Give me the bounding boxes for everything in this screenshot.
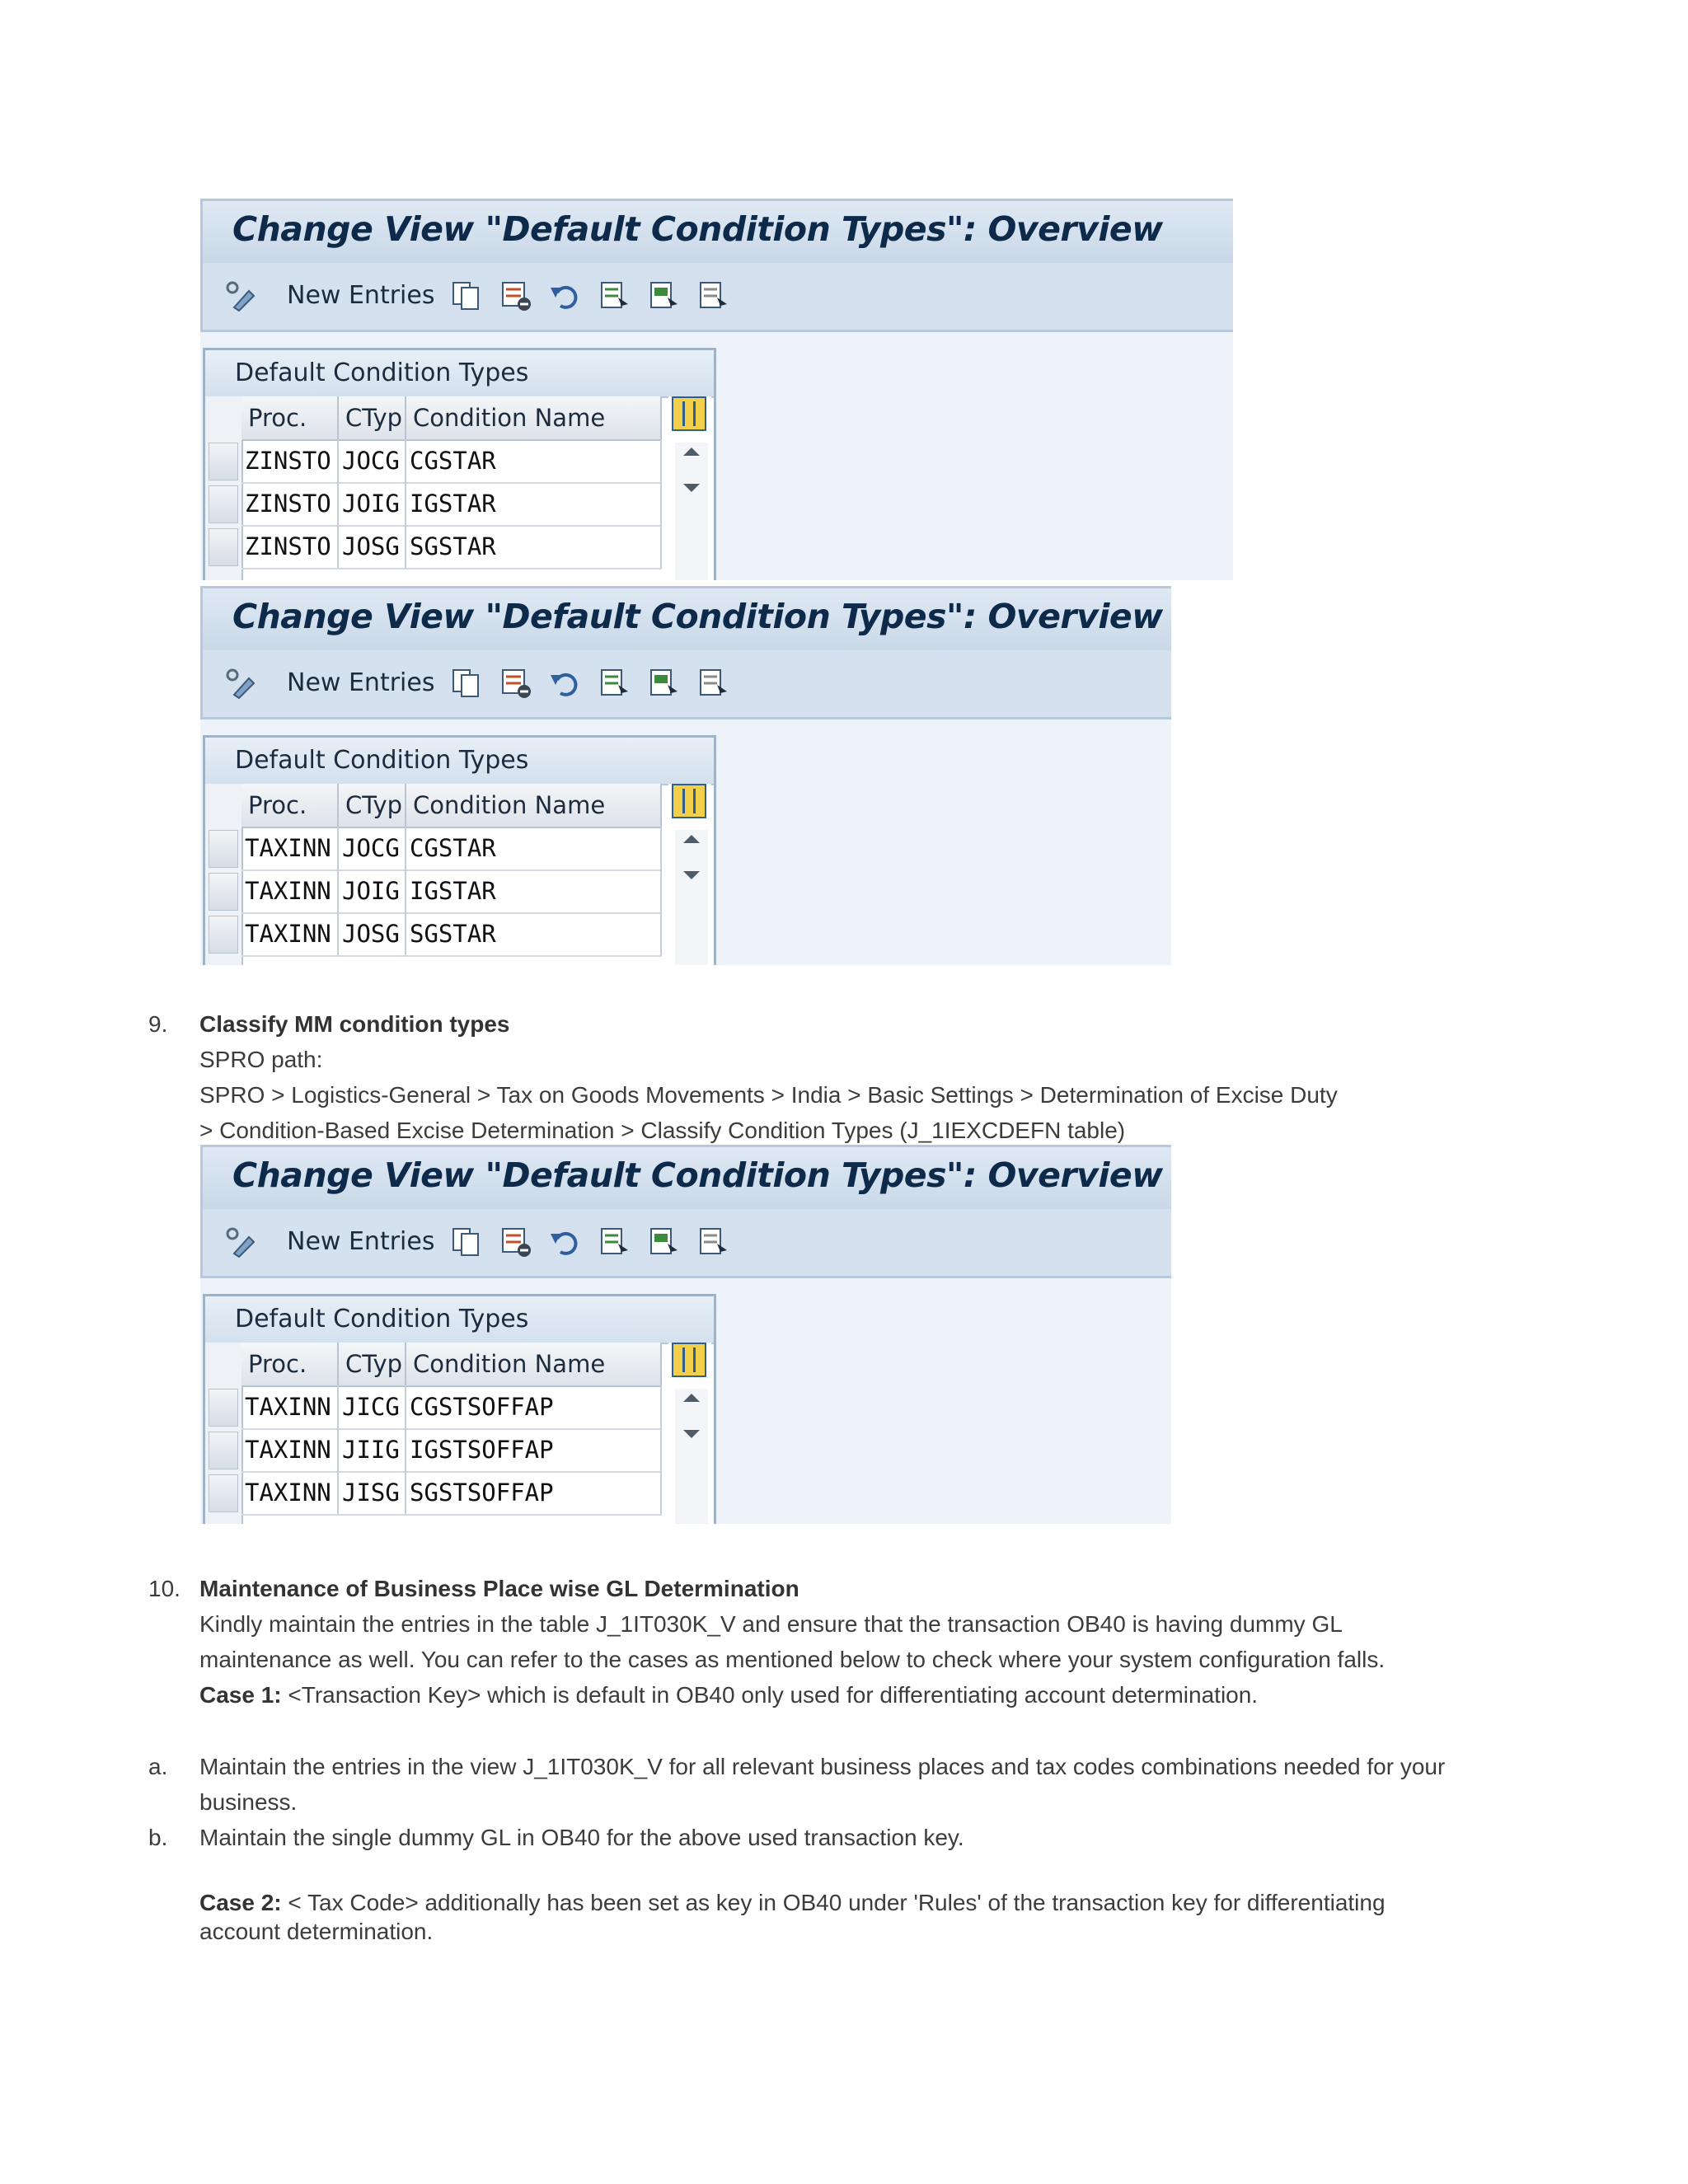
cell-condition-name[interactable]: IGSTSOFFAP	[406, 1428, 662, 1471]
display-change-icon[interactable]	[224, 667, 257, 700]
case-2-text: < Tax Code> additionally has been set as key in OB40 under 'Rules' of the transaction key for differentiating	[281, 1890, 1386, 1915]
spro-path-line-2: > Condition-Based Excise Determination > Classify Condition Types (J_1IEXCDEFN table)	[199, 1118, 1126, 1143]
cell-proc[interactable]: TAXINN	[241, 912, 339, 955]
cell-proc[interactable]: ZINSTO	[241, 525, 339, 568]
select-block-icon[interactable]	[648, 279, 681, 312]
cell-ctyp[interactable]: JOCG	[339, 439, 406, 482]
cell-proc[interactable]: ZINSTO	[241, 482, 339, 525]
new-entries-button[interactable]: New Entries	[287, 281, 435, 310]
vertical-scrollbar[interactable]	[668, 1343, 711, 1524]
cell-proc[interactable]: TAXINN	[241, 827, 339, 869]
column-header-proc[interactable]: Proc.	[241, 784, 339, 827]
cell-condition-name[interactable]: CGSTSOFFAP	[406, 1385, 662, 1428]
column-settings-icon[interactable]	[672, 784, 706, 818]
condition-types-table	[203, 348, 716, 580]
screen-title: Change View "Default Condition Types": Overview	[232, 1155, 1163, 1195]
application-toolbar	[200, 650, 1171, 719]
select-all-icon[interactable]	[598, 279, 631, 312]
row-selector[interactable]	[209, 916, 238, 954]
sap-screenshot-1	[200, 199, 1233, 580]
spro-path-line-1: SPRO > Logistics-General > Tax on Goods Movements > India > Basic Settings > Determination of Excise Duty	[199, 1082, 1338, 1108]
application-toolbar	[200, 263, 1233, 332]
cell-proc[interactable]: TAXINN	[241, 869, 339, 912]
table-row[interactable]	[241, 1385, 662, 1430]
cell-condition-name[interactable]: SGSTAR	[406, 912, 662, 955]
new-entries-button[interactable]: New Entries	[287, 1227, 435, 1256]
table-row[interactable]	[241, 1428, 662, 1473]
row-selector-column	[205, 396, 243, 580]
delete-icon[interactable]	[499, 667, 532, 700]
scroll-up-icon[interactable]	[683, 448, 700, 456]
list-marker-b: b.	[148, 1825, 168, 1850]
column-settings-icon[interactable]	[672, 396, 706, 431]
cell-condition-name[interactable]: IGSTAR	[406, 482, 662, 525]
row-selector[interactable]	[209, 1474, 238, 1512]
table-caption: Default Condition Types	[235, 746, 529, 775]
cell-ctyp[interactable]: JOIG	[339, 869, 406, 912]
item-a-line-2: business.	[199, 1789, 298, 1815]
copy-as-icon[interactable]	[450, 279, 483, 312]
row-selector[interactable]	[209, 873, 238, 911]
cell-proc[interactable]: TAXINN	[241, 1428, 339, 1471]
copy-as-icon[interactable]	[450, 1226, 483, 1258]
row-selector-column	[205, 784, 243, 965]
row-selector-column	[205, 1343, 243, 1524]
table-row[interactable]	[241, 1471, 662, 1516]
row-selector[interactable]	[209, 485, 238, 523]
screen-title-bar	[200, 199, 1233, 263]
scroll-track[interactable]	[675, 1389, 708, 1524]
column-header-condition-name[interactable]: Condition Name	[406, 784, 662, 827]
case-2-label: Case 2:	[199, 1890, 282, 1915]
column-header-ctyp[interactable]: CTyp	[339, 396, 406, 439]
table-row[interactable]	[241, 827, 662, 871]
column-header-proc[interactable]: Proc.	[241, 396, 339, 439]
display-change-icon[interactable]	[224, 279, 257, 312]
cell-ctyp[interactable]: JOIG	[339, 482, 406, 525]
row-selector[interactable]	[209, 1389, 238, 1427]
item-a-line-1: Maintain the entries in the view J_1IT030K_V for all relevant business places and tax codes combinations needed for your	[199, 1754, 1446, 1779]
vertical-scrollbar[interactable]	[668, 396, 711, 580]
display-change-icon[interactable]	[224, 1226, 257, 1258]
cell-ctyp[interactable]: JOSG	[339, 912, 406, 955]
sap-screenshot-3	[200, 1145, 1171, 1524]
sap-screenshot-2	[200, 586, 1171, 965]
undo-icon[interactable]	[549, 667, 582, 700]
condition-types-table	[203, 735, 716, 965]
cell-proc[interactable]: TAXINN	[241, 1471, 339, 1514]
delete-icon[interactable]	[499, 279, 532, 312]
column-header-ctyp[interactable]: CTyp	[339, 784, 406, 827]
scroll-down-icon[interactable]	[683, 871, 700, 879]
cell-ctyp[interactable]: JIIG	[339, 1428, 406, 1471]
table-row[interactable]	[241, 482, 662, 527]
cell-ctyp[interactable]: JOCG	[339, 827, 406, 869]
scroll-track[interactable]	[675, 443, 708, 580]
table-header-row	[241, 784, 662, 828]
scroll-down-icon[interactable]	[683, 1430, 700, 1438]
column-header-ctyp[interactable]: CTyp	[339, 1343, 406, 1385]
scroll-down-icon[interactable]	[683, 484, 700, 492]
new-entries-button[interactable]: New Entries	[287, 668, 435, 697]
row-selector[interactable]	[209, 830, 238, 868]
list-marker-a: a.	[148, 1754, 168, 1779]
table-row[interactable]	[241, 869, 662, 914]
select-block-icon[interactable]	[648, 1226, 681, 1258]
case-1-text: <Transaction Key> which is default in OB40 only used for differentiating account determination.	[281, 1682, 1259, 1708]
application-toolbar	[200, 1209, 1171, 1278]
copy-as-icon[interactable]	[450, 667, 483, 700]
column-settings-icon[interactable]	[672, 1343, 706, 1377]
table-caption-bar	[205, 1296, 714, 1344]
table-caption-bar	[205, 738, 714, 785]
row-selector[interactable]	[209, 1432, 238, 1469]
row-selector[interactable]	[209, 443, 238, 480]
cell-condition-name[interactable]: CGSTAR	[406, 439, 662, 482]
case-2-line-2: account determination.	[199, 1919, 434, 1944]
cell-condition-name[interactable]: CGSTAR	[406, 827, 662, 869]
scroll-up-icon[interactable]	[683, 835, 700, 843]
table-caption: Default Condition Types	[235, 1305, 529, 1333]
undo-icon[interactable]	[549, 1226, 582, 1258]
condition-types-table	[203, 1294, 716, 1524]
column-header-condition-name[interactable]: Condition Name	[406, 396, 662, 439]
cell-ctyp[interactable]: JOSG	[339, 525, 406, 568]
table-caption: Default Condition Types	[235, 359, 529, 387]
select-all-icon[interactable]	[598, 667, 631, 700]
vertical-scrollbar[interactable]	[668, 784, 711, 965]
row-selector[interactable]	[209, 528, 238, 566]
case-1-line	[199, 1681, 1258, 1709]
column-header-proc[interactable]: Proc.	[241, 1343, 339, 1385]
section-10-heading: Maintenance of Business Place wise GL Determination	[199, 1576, 799, 1601]
screen-title: Change View "Default Condition Types": Overview	[232, 597, 1163, 636]
select-block-icon[interactable]	[648, 667, 681, 700]
select-all-icon[interactable]	[598, 1226, 631, 1258]
delete-icon[interactable]	[499, 1226, 532, 1258]
spro-path-label: SPRO path:	[199, 1047, 323, 1072]
deselect-all-icon[interactable]	[697, 667, 730, 700]
scroll-track[interactable]	[675, 830, 708, 965]
cell-condition-name[interactable]: IGSTAR	[406, 869, 662, 912]
section-10-paragraph-line-2: maintenance as well. You can refer to the cases as mentioned below to check where your system configuration falls.	[199, 1647, 1386, 1672]
section-10-paragraph-line-1: Kindly maintain the entries in the table J_1IT030K_V and ensure that the transaction OB40 is having dummy GL	[199, 1611, 1343, 1637]
screen-title: Change View "Default Condition Types": Overview	[232, 209, 1163, 249]
cell-ctyp[interactable]: JISG	[339, 1471, 406, 1514]
list-number-9: 9.	[148, 1011, 168, 1037]
list-number-10: 10.	[148, 1576, 181, 1601]
column-header-condition-name[interactable]: Condition Name	[406, 1343, 662, 1385]
table-header-row	[241, 1343, 662, 1387]
cell-condition-name[interactable]: SGSTAR	[406, 525, 662, 568]
deselect-all-icon[interactable]	[697, 1226, 730, 1258]
table-row[interactable]	[241, 912, 662, 957]
section-9-heading: Classify MM condition types	[199, 1011, 510, 1037]
case-1-label: Case 1:	[199, 1682, 282, 1708]
screen-title-bar	[200, 1145, 1171, 1209]
table-row[interactable]	[241, 439, 662, 484]
table-header-row	[241, 396, 662, 441]
scroll-up-icon[interactable]	[683, 1394, 700, 1402]
deselect-all-icon[interactable]	[697, 279, 730, 312]
cell-proc[interactable]: TAXINN	[241, 1385, 339, 1428]
cell-condition-name[interactable]: SGSTSOFFAP	[406, 1471, 662, 1514]
undo-icon[interactable]	[549, 279, 582, 312]
cell-proc[interactable]: ZINSTO	[241, 439, 339, 482]
table-row[interactable]	[241, 525, 662, 569]
case-2-line-1	[199, 1889, 1386, 1917]
cell-ctyp[interactable]: JICG	[339, 1385, 406, 1428]
table-caption-bar	[205, 350, 714, 398]
item-b-text: Maintain the single dummy GL in OB40 for the above used transaction key.	[199, 1825, 964, 1850]
screen-title-bar	[200, 586, 1171, 650]
